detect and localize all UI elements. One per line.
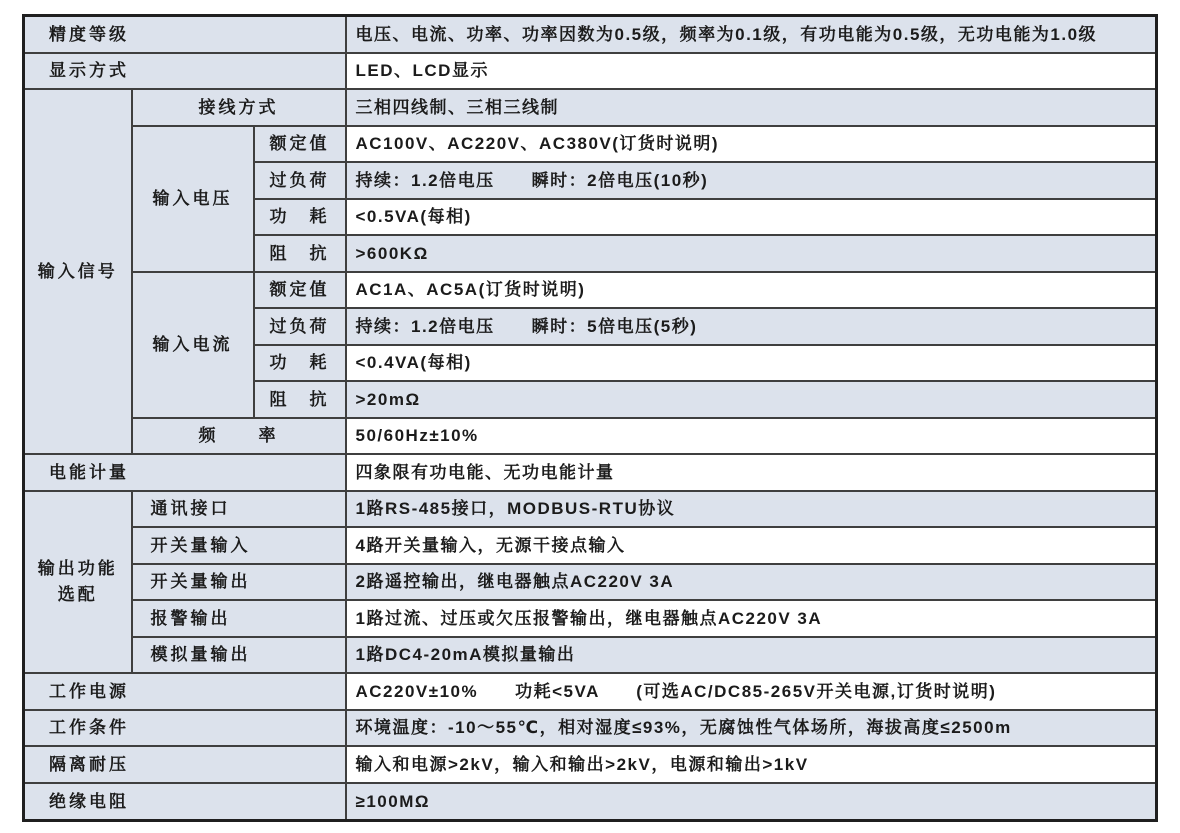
- spec-label: 精度等级: [24, 16, 346, 53]
- spec-label: 模拟量输出: [132, 637, 346, 674]
- spec-value: AC1A、AC5A(订货时说明): [346, 272, 1157, 309]
- spec-value: LED、LCD显示: [346, 53, 1157, 90]
- spec-label: 阻 抗: [254, 381, 346, 418]
- spec-value: 输入和电源>2kV，输入和输出>2kV，电源和输出>1kV: [346, 746, 1157, 783]
- spec-sheet: [22, 14, 1158, 822]
- table-row: [24, 527, 1157, 564]
- spec-value: 50/60Hz±10%: [346, 418, 1157, 455]
- group-label-input-signal: 输入信号: [24, 89, 132, 454]
- spec-value: 电压、电流、功率、功率因数为0.5级，频率为0.1级，有功电能为0.5级，无功电能为1.0级: [346, 16, 1157, 53]
- spec-label: 过负荷: [254, 162, 346, 199]
- spec-value: >20mΩ: [346, 381, 1157, 418]
- group-label-input-voltage: 输入电压: [132, 126, 254, 272]
- table-row: [24, 16, 1157, 53]
- spec-label: 功 耗: [254, 199, 346, 236]
- spec-value: AC100V、AC220V、AC380V(订货时说明): [346, 126, 1157, 163]
- spec-label: 绝缘电阻: [24, 783, 346, 821]
- group-label-line: 输出功能: [37, 558, 118, 578]
- table-row: [24, 637, 1157, 674]
- spec-value: 2路遥控输出，继电器触点AC220V 3A: [346, 564, 1157, 601]
- spec-label: 功 耗: [254, 345, 346, 382]
- spec-label: 额定值: [254, 126, 346, 163]
- table-row: [24, 600, 1157, 637]
- spec-label: 电能计量: [24, 454, 346, 491]
- table-row: [24, 491, 1157, 528]
- table-row: [24, 89, 1157, 126]
- spec-value: 持续：1.2倍电压 瞬时：2倍电压(10秒): [346, 162, 1157, 199]
- table-row: [24, 53, 1157, 90]
- table-row: [24, 673, 1157, 710]
- spec-label: 通讯接口: [132, 491, 346, 528]
- spec-value: 1路DC4-20mA模拟量输出: [346, 637, 1157, 674]
- spec-label: 工作电源: [24, 673, 346, 710]
- spec-value: 4路开关量输入，无源干接点输入: [346, 527, 1157, 564]
- table-row: [24, 418, 1157, 455]
- table-row: [24, 564, 1157, 601]
- spec-label: 阻 抗: [254, 235, 346, 272]
- spec-label: 显示方式: [24, 53, 346, 90]
- spec-value: 环境温度：-10～55℃，相对湿度≤93%，无腐蚀性气体场所，海拔高度≤2500m: [346, 710, 1157, 747]
- spec-label: 频 率: [132, 418, 346, 455]
- spec-value: 1路RS-485接口，MODBUS-RTU协议: [346, 491, 1157, 528]
- spec-label: 隔离耐压: [24, 746, 346, 783]
- table-row: [24, 746, 1157, 783]
- spec-value: ≥100MΩ: [346, 783, 1157, 821]
- spec-value: 四象限有功电能、无功电能计量: [346, 454, 1157, 491]
- spec-value: 三相四线制、三相三线制: [346, 89, 1157, 126]
- spec-value: 持续：1.2倍电压 瞬时：5倍电压(5秒): [346, 308, 1157, 345]
- table-row: [24, 710, 1157, 747]
- spec-value: AC220V±10% 功耗<5VA (可选AC/DC85-265V开关电源,订货时说明): [346, 673, 1157, 710]
- table-row: [24, 454, 1157, 491]
- table-row: [24, 783, 1157, 821]
- table-row: [24, 272, 1157, 309]
- spec-value: 1路过流、过压或欠压报警输出，继电器触点AC220V 3A: [346, 600, 1157, 637]
- spec-value: >600KΩ: [346, 235, 1157, 272]
- spec-value: <0.5VA(每相): [346, 199, 1157, 236]
- spec-label: 开关量输入: [132, 527, 346, 564]
- spec-label: 过负荷: [254, 308, 346, 345]
- spec-table: [22, 14, 1158, 822]
- table-row: [24, 126, 1157, 163]
- spec-label: 额定值: [254, 272, 346, 309]
- spec-label: 报警输出: [132, 600, 346, 637]
- spec-label: 工作条件: [24, 710, 346, 747]
- spec-label: 开关量输出: [132, 564, 346, 601]
- group-label-input-current: 输入电流: [132, 272, 254, 418]
- spec-label: 接线方式: [132, 89, 346, 126]
- spec-value: <0.4VA(每相): [346, 345, 1157, 382]
- group-label-output-options: [24, 491, 132, 674]
- group-label-line: 选配: [57, 585, 98, 605]
